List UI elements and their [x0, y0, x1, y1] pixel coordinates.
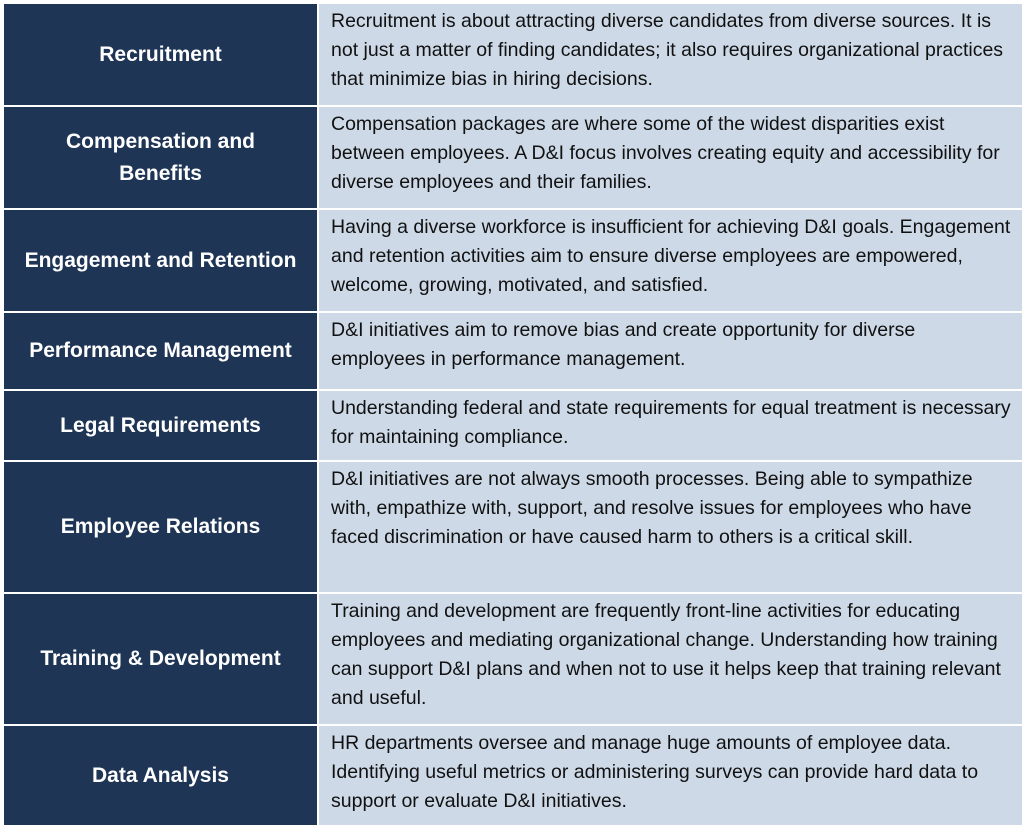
- description-cell-compensation: Compensation packages are where some of the widest disparities exist between employees. A D&I focus involves creating equity and accessibility for diverse employees and their families.: [318, 106, 1023, 209]
- description-cell-training: Training and development are frequently front-line activities for educating employees and mediating organizational change. Understanding how training can support D&I plans and when not to use it helps keep that training relevant and useful.: [318, 593, 1023, 725]
- table-row: [3, 106, 1023, 209]
- topic-cell-legal: Legal Requirements: [3, 390, 318, 461]
- description-cell-recruitment: Recruitment is about attracting diverse candidates from diverse sources. It is not just a matter of finding candidates; it also requires organizational practices that minimize bias in hiring decisions.: [318, 3, 1023, 106]
- table-row: [3, 209, 1023, 312]
- description-cell-employee-relations: D&I initiatives are not always smooth processes. Being able to sympathize with, empathize with, support, and resolve issues for employees who have faced discrimination or have caused harm to others is a critical skill.: [318, 461, 1023, 593]
- topic-cell-performance: Performance Management: [3, 312, 318, 390]
- table-row: [3, 593, 1023, 725]
- hr-di-areas-table: [2, 2, 1024, 827]
- table-row: [3, 725, 1023, 826]
- description-cell-performance: D&I initiatives aim to remove bias and create opportunity for diverse employees in performance management.: [318, 312, 1023, 390]
- table-row: [3, 3, 1023, 106]
- topic-cell-training: Training & Development: [3, 593, 318, 725]
- table-row: [3, 390, 1023, 461]
- topic-cell-compensation: Compensation and Benefits: [3, 106, 318, 209]
- description-cell-engagement: Having a diverse workforce is insufficient for achieving D&I goals. Engagement and retention activities aim to ensure diverse employees are empowered, welcome, growing, motivated, and satisfied.: [318, 209, 1023, 312]
- table-row: [3, 312, 1023, 390]
- description-cell-legal: Understanding federal and state requirements for equal treatment is necessary for maintaining compliance.: [318, 390, 1023, 461]
- topic-cell-engagement: Engagement and Retention: [3, 209, 318, 312]
- topic-cell-recruitment: Recruitment: [3, 3, 318, 106]
- description-cell-data-analysis: HR departments oversee and manage huge amounts of employee data. Identifying useful metrics or administering surveys can provide hard data to support or evaluate D&I initiatives.: [318, 725, 1023, 826]
- table-row: [3, 461, 1023, 593]
- topic-cell-data-analysis: Data Analysis: [3, 725, 318, 826]
- topic-cell-employee-relations: Employee Relations: [3, 461, 318, 593]
